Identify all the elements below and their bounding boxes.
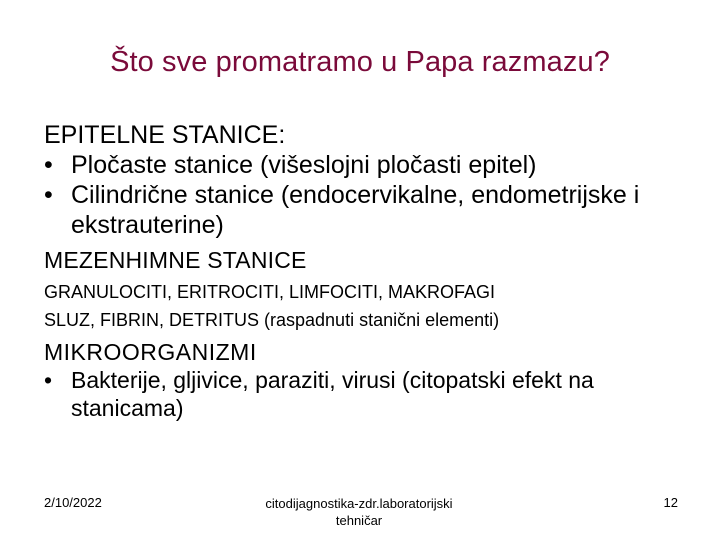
bullet-marker: • [44,181,53,209]
footer-center-text: citodijagnostika-zdr.laboratorijski tehničar [265,496,453,528]
bullet-marker: • [44,151,53,179]
bullet-text: Cilindrične stanice (endocervikalne, endometrijske i ekstrauterine) [71,181,640,239]
bullet-item [44,150,694,180]
footer-page-number: 12 [663,495,678,510]
sluz-line: SLUZ, FIBRIN, DETRITUS (raspadnuti stanični elementi) [44,310,500,330]
footer-date: 2/10/2022 [44,495,102,510]
mikroorganizmi-heading: MIKROORGANIZMI [44,339,257,365]
epitelne-heading: EPITELNE STANICE: [44,121,286,149]
mezenhimne-heading: MEZENHIMNE STANICE [44,247,307,273]
slide-title: Što sve promatramo u Papa razmazu? [110,46,610,78]
bullet-item [44,366,694,422]
bullet-text: Pločaste stanice (višeslojni pločasti epitel) [71,151,537,179]
granulociti-line: GRANULOCITI, ERITROCITI, LIMFOCITI, MAKROFAGI [44,282,496,302]
bullet-item [44,180,694,240]
slide-content [44,120,694,422]
bullet-marker: • [44,367,53,393]
bullet-text: Bakterije, gljivice, paraziti, virusi (citopatski efekt na stanicama) [71,367,594,421]
